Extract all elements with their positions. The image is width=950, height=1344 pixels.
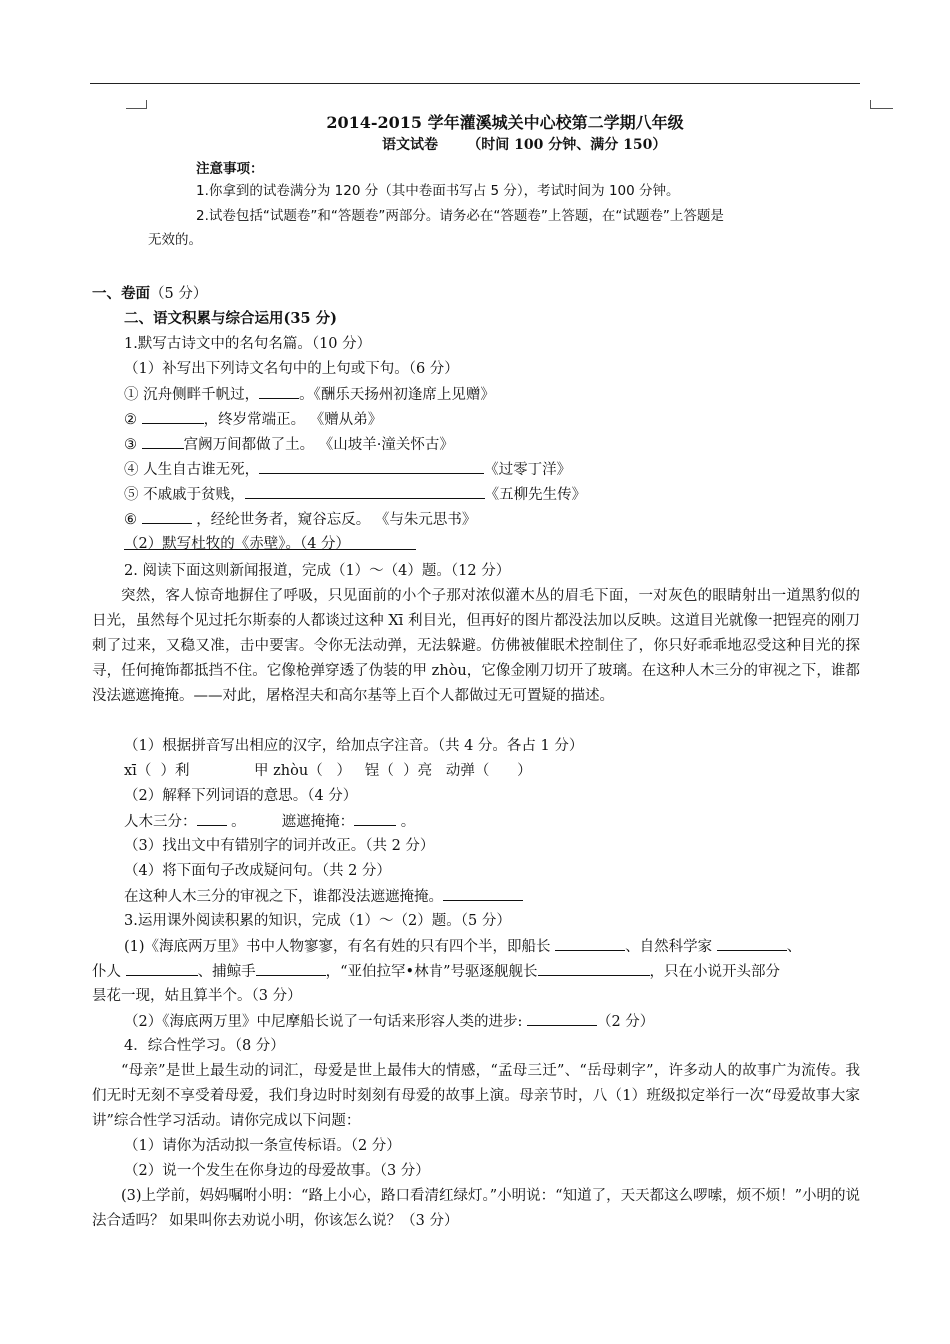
answer-blank[interactable] [259, 384, 299, 399]
q4-sub1: （1）请你为活动拟一条宣传标语。（2 分） [124, 1138, 401, 1154]
answer-blank[interactable] [197, 811, 227, 826]
q1-item-6-pre: ⑥ [124, 512, 142, 528]
q2-sub3: （3）找出文中有错别字的词并改正。（共 2 分） [124, 838, 435, 854]
q1-item-1 [124, 384, 495, 405]
q4-sub2: （2）说一个发生在你身边的母爱故事。（3 分） [124, 1163, 430, 1179]
q3-sub2 [124, 1011, 654, 1032]
exam-title: 2014-2015 学年灌溪城关中心校第二学期八年级 [326, 113, 684, 132]
q2-sub2-words: 人木三分： 。 遮遮掩掩： 。 [124, 811, 415, 832]
answer-blank[interactable] [256, 961, 326, 976]
q2-sub4: （4）将下面句子改成疑问句。（共 2 分） [124, 863, 391, 879]
q1-item-6-post: ，经纶世务者，窥谷忘反。 《与朱元思书》 [191, 512, 477, 528]
notice-item-1: 1.你拿到的试卷满分为 120 分（其中卷面书写占 5 分），考试时间为 100 分钟。 [196, 183, 680, 199]
q1-item-2 [124, 409, 382, 430]
q3-sub1-line1 [124, 936, 801, 957]
q4-sub3: (3)上学前，妈妈嘱咐小明：“路上小心，路口看清红绿灯。”小明说：“知道了，天天都这么啰嗦，烦不烦！”小明的说法合适吗？ 如果叫你去劝说小明，你该怎么说？（3 分） [92, 1188, 860, 1229]
section-1-score: （5 分） [150, 286, 208, 302]
q2-passage: 突然，客人惊奇地摒住了呼吸，只见面前的小个子那对浓似灌木丛的眉毛下面，一对灰色的眼睛射出一道黑豹似的日光，虽然每个见过托尔斯泰的人都谈过这种 Xī 利目光，但再好的图片都没法加以反映。这道目光就像一把锃亮的刚刀刺了过来，又稳又准，击中要害。令你无法动弹，无法躲避。仿佛被催眠术控制住了，你只好乖乖地忍受这种目光的探寻，任何掩饰都抵挡不住。它像枪弹穿透了伪装的甲 zhòu，它像金刚刀切开了玻璃。在这种人木三分的审视之下，谁都没法遮遮掩掩。——对此，屠格涅夫和高尔基等上百个人都做过无可置疑的描述。 [92, 588, 860, 704]
q1-item-5-post: 《五柳先生传》 [484, 487, 587, 503]
answer-blank[interactable] [142, 509, 192, 524]
q3-sub1-g: ，只在小说开头部分 [649, 964, 780, 980]
q1-item-5 [124, 484, 586, 505]
q2-sub2-word-a: 人木三分： [124, 814, 197, 830]
answer-blank[interactable] [717, 936, 787, 951]
q3-sub2-score: （2 分） [596, 1014, 655, 1030]
q2-sub4-sentence-text: 在这种人木三分的审视之下，谁都没法遮遮掩掩。 [124, 889, 443, 905]
answer-blank[interactable] [443, 886, 523, 901]
q3-sub1-line3: 昙花一现，姑且算半个。（3 分） [92, 988, 302, 1004]
q4-title: 4．综合性学习。（8 分） [124, 1038, 285, 1054]
answer-blank[interactable] [142, 409, 204, 424]
notice-item-2-cont: 无效的。 [148, 232, 202, 248]
q3-sub1-e: 、捕鲸手 [197, 964, 256, 980]
q1-item-6 [124, 509, 476, 530]
q1-item-5-pre: ⑤ 不戚戚于贫贱， [124, 487, 245, 503]
header-rule [90, 83, 860, 84]
q1-item-3-post: 宫阙万间都做了土。 《山坡羊·潼关怀古》 [183, 437, 454, 453]
q1-item-2-pre: ② [124, 412, 142, 428]
q3-sub2-text: （2）《海底两万里》中尼摩船长说了一句话来形容人类的进步: [124, 1014, 523, 1030]
q3-sub1-line2 [92, 961, 780, 982]
q2-sub1: （1）根据拼音写出相应的汉字，给加点字注音。（共 4 分。各占 1 分） [124, 738, 584, 754]
q2-sub4-sentence [124, 886, 523, 907]
notice-heading: 注意事项： [196, 161, 264, 177]
q3-sub1-f: ，“亚伯拉罕•林肯”号驱逐舰舰长 [325, 964, 538, 980]
answer-blank[interactable] [527, 1011, 597, 1026]
section-1 [92, 284, 207, 304]
q2-sub1-items: xī（ ）利 甲 zhòu（ ） 锃（ ）亮 动弹（ ） [124, 763, 532, 779]
q1-item-1-pre: ① 沉舟侧畔千帆过， [124, 387, 260, 403]
corner-mark-left [126, 100, 147, 109]
q4-intro: “母亲”是世上最生动的词汇，母爱是世上最伟大的情感，“孟母三迁”、“岳母刺字”，许多动人的故事广为流传。我们无时无刻不享受着母爱，我们身边时时刻刻有母爱的故事上演。母亲节时，八（1）班级拟定举行一次“母爱故事大家讲”综合性学习活动。请你完成以下问题： [92, 1063, 860, 1129]
answer-blank[interactable] [126, 961, 198, 976]
answer-line[interactable] [124, 549, 416, 550]
q3-title: 3.运用课外阅读积累的知识，完成（1）～（2）题。（5 分） [124, 913, 511, 929]
q1-sub1: （1）补写出下列诗文名句中的上句或下句。（6 分） [124, 361, 459, 377]
answer-blank[interactable] [245, 484, 485, 499]
corner-mark-right [870, 100, 893, 109]
q2-sub2: （2）解释下列词语的意思。（4 分） [124, 788, 358, 804]
section-2-heading: 二、语文积累与综合运用(35 分) [124, 310, 337, 327]
q3-sub1-b: 、自然科学家 [625, 939, 713, 955]
q3-sub1-c: 、 [786, 939, 802, 955]
q1-item-4-post: 《过零丁洋》 [484, 462, 572, 478]
q2-sub2-word-b: 遮遮掩掩： [281, 814, 355, 830]
q1-item-3 [124, 434, 454, 455]
section-1-label: 一、卷面 [92, 285, 150, 302]
exam-subtitle: 语文试卷 （时间 100 分钟、满分 150） [382, 137, 667, 153]
q3-sub1-a: (1)《海底两万里》书中人物寥寥，有名有姓的只有四个半，即船长 [124, 939, 551, 955]
q1-item-2-post: ，终岁常端正。 《赠从弟》 [203, 412, 383, 428]
q1-sub2: （2）默写杜牧的《赤壁》。（4 分） [124, 536, 351, 552]
answer-blank[interactable] [259, 459, 484, 474]
answer-blank[interactable] [555, 936, 625, 951]
answer-blank[interactable] [354, 811, 396, 826]
q1-item-4 [124, 459, 571, 480]
q1-item-1-post: 。《酬乐天扬州初逢席上见赠》 [299, 387, 495, 403]
q2-title: 2. 阅读下面这则新闻报道，完成（1）～（4）题。（12 分） [124, 563, 511, 579]
q1-item-4-pre: ④ 人生自古谁无死， [124, 462, 260, 478]
q1-title: 1.默写古诗文中的名句名篇。（10 分） [124, 336, 372, 352]
answer-blank[interactable] [142, 434, 184, 449]
notice-item-2: 2.试卷包括“试题卷”和“答题卷”两部分。请务必在“答题卷”上答题，在“试题卷”上答题是 [196, 208, 724, 224]
q3-sub1-d: 仆人 [92, 964, 121, 980]
answer-blank[interactable] [538, 961, 650, 976]
q1-item-3-pre: ③ [124, 437, 142, 453]
